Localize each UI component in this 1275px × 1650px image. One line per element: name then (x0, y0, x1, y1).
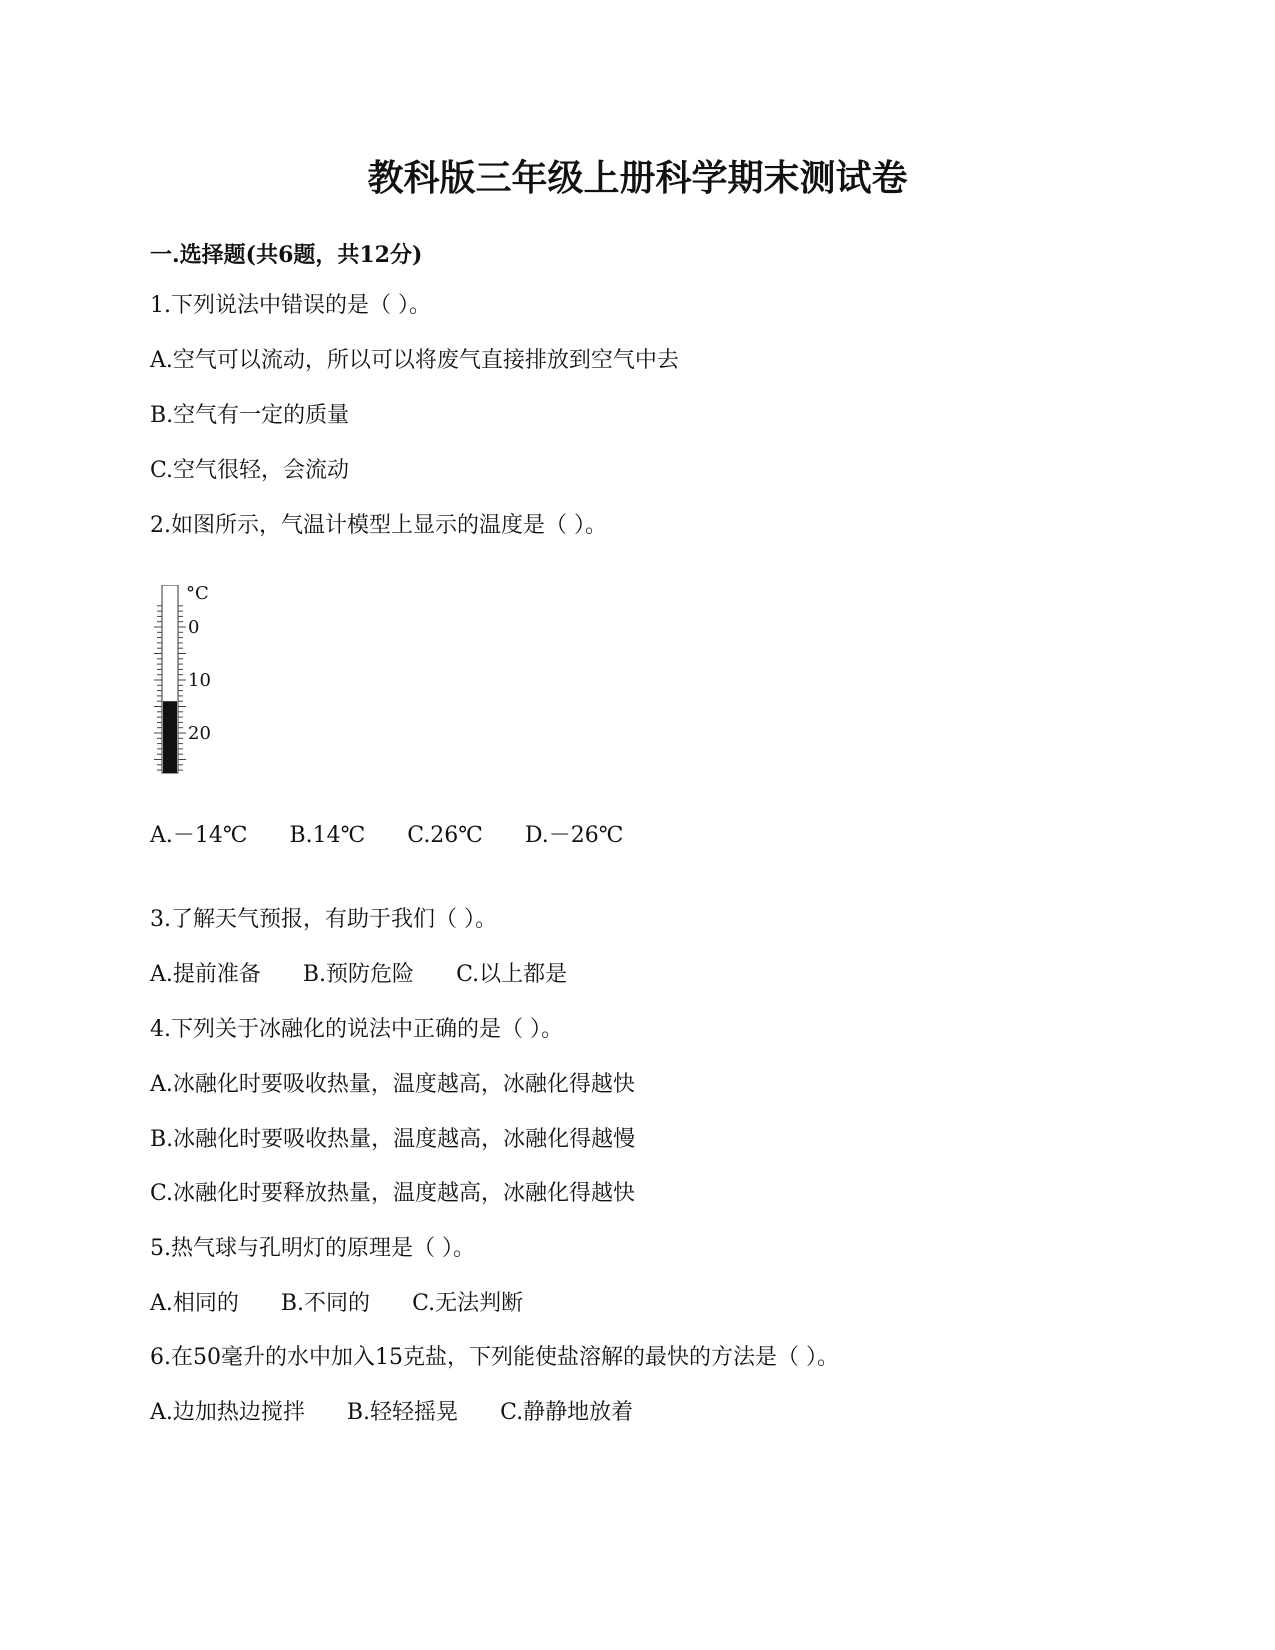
thermometer-liquid (163, 701, 177, 773)
question-6-option-c: C.静静地放着 (500, 1400, 634, 1425)
thermometer-tick-label-0: 0 (188, 617, 200, 638)
question-5-option-b: B.不同的 (280, 1291, 371, 1316)
question-3-option-a: A.提前准备 (150, 962, 261, 987)
thermometer-tick-label-10: 10 (188, 670, 211, 691)
thermometer-tick-label-20: 20 (188, 723, 211, 744)
question-1-stem: 1.下列说法中错误的是（ ）。 (150, 293, 431, 318)
question-5-option-a: A.相同的 (150, 1291, 239, 1316)
question-3-option-c: C.以上都是 (456, 962, 568, 987)
question-3-options (150, 957, 567, 988)
question-2-stem: 2.如图所示，气温计模型上显示的温度是（ ）。 (150, 513, 607, 538)
question-5-stem: 5.热气球与孔明灯的原理是（ ）。 (150, 1236, 475, 1261)
thermometer-ticks-left (154, 606, 162, 770)
question-4-stem: 4.下列关于冰融化的说法中正确的是（ ）。 (150, 1017, 563, 1042)
question-5-options (150, 1286, 523, 1317)
question-2-option-b: B.14℃ (289, 823, 366, 848)
thermometer-unit-label: °C (186, 585, 209, 604)
question-3-option-b: B.预防危险 (302, 962, 415, 987)
question-1-option-b: B.空气有一定的质量 (150, 403, 350, 428)
thermometer-figure (150, 585, 240, 805)
question-2-option-c: C.26℃ (407, 823, 483, 848)
thermometer-ticks-right (178, 606, 186, 770)
question-5-option-c: C.无法判断 (412, 1291, 524, 1316)
question-6-option-a: A.边加热边搅拌 (150, 1400, 305, 1425)
question-2-option-d: D.－26℃ (524, 823, 624, 848)
section-heading: 一.选择题(共6题，共12分) (150, 242, 423, 268)
question-2-options (150, 818, 623, 849)
question-6-option-b: B.轻轻摇晃 (346, 1400, 459, 1425)
question-2-option-a: A.－14℃ (150, 823, 248, 848)
page-title: 教科版三年级上册科学期末测试卷 (367, 157, 908, 199)
question-4-option-a: A.冰融化时要吸收热量，温度越高，冰融化得越快 (150, 1072, 635, 1097)
question-3-stem: 3.了解天气预报，有助于我们（ ）。 (150, 907, 497, 932)
question-4-option-c: C.冰融化时要释放热量，温度越高，冰融化得越快 (150, 1181, 636, 1206)
question-6-stem: 6.在50毫升的水中加入15克盐，下列能使盐溶解的最快的方法是（ ）。 (150, 1345, 839, 1370)
question-6-options (150, 1395, 633, 1426)
question-1-option-c: C.空气很轻，会流动 (150, 458, 350, 483)
question-1-option-a: A.空气可以流动，所以可以将废气直接排放到空气中去 (150, 348, 679, 373)
question-4-option-b: B.冰融化时要吸收热量，温度越高，冰融化得越慢 (150, 1127, 636, 1152)
